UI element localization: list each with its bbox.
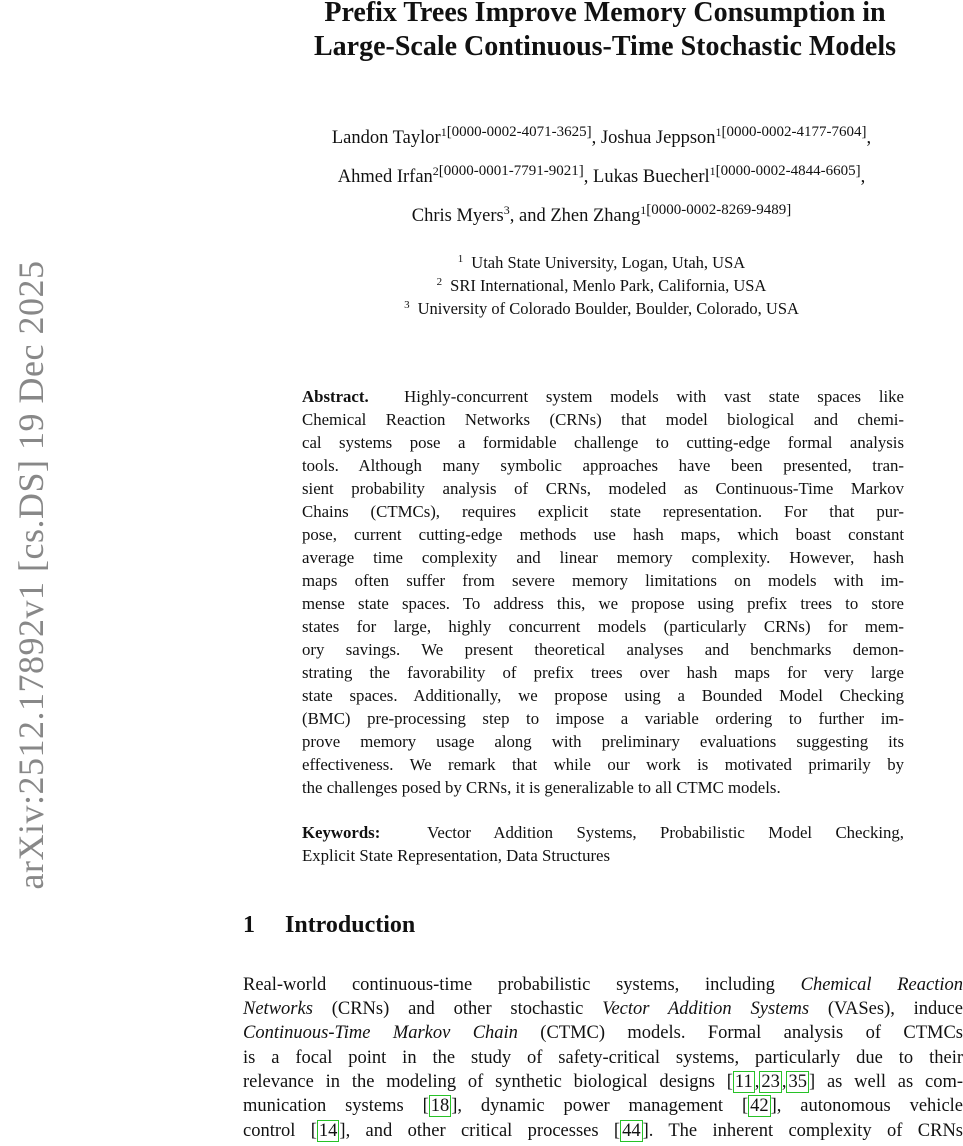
intro-line: control [ 14 ], and other critical processes [ 44 ]. The inherent complexity of CRNs bbox=[243, 1121, 963, 1141]
abstract-line: maps often suffer from severe memory limitations on models with im- bbox=[302, 571, 904, 590]
abstract-line: Chains (CTMCs), requires explicit state representation. For that pur- bbox=[302, 502, 904, 521]
abstract-line: Chemical Reaction Networks (CRNs) that model biological and chemi- bbox=[302, 410, 904, 429]
citation-link[interactable]: 42 bbox=[750, 1096, 769, 1116]
author-line-2: Ahmed Irfan$^{2[0000-0001-7791-9021]}$, Lukas Buecherl$^{1[0000-0002-4844-6605]}$, bbox=[337, 163, 866, 187]
abstract-line: tools. Although many symbolic approaches have been presented, tran- bbox=[302, 456, 904, 475]
abstract-line: prove memory usage along with preliminary evaluations suggesting its bbox=[302, 732, 904, 751]
citation-link[interactable]: 14 bbox=[318, 1121, 338, 1141]
abstract-line: strating the favorability of prefix trees over hash maps for very large bbox=[302, 663, 904, 682]
citation-link[interactable]: 18 bbox=[430, 1096, 450, 1116]
intro-line: is a focal point in the study of safety-critical systems, particularly due to their bbox=[243, 1048, 963, 1068]
citation-link[interactable]: 11 bbox=[734, 1072, 753, 1092]
affiliation-3: $^3$ University of Colorado Boulder, Boulder, Colorado, USA bbox=[404, 299, 799, 318]
abstract-label: Abstract. bbox=[302, 387, 369, 406]
affiliation-1: $^1$ Utah State University, Logan, Utah, USA bbox=[457, 253, 746, 272]
author-line-1: Landon Taylor$^{1[0000-0002-4071-3625]}$, Joshua Jeppson$^{1[0000-0002-4177-7604]}$, bbox=[331, 124, 872, 148]
intro-line: relevance in the modeling of synthetic biological designs [ 11 , 23 , 35 ] as well as com- bbox=[243, 1072, 963, 1092]
abstract-line: cal systems pose a formidable challenge to cutting-edge formal analysis bbox=[302, 433, 904, 452]
abstract-line: effectiveness. We remark that while our work is motivated primarily by bbox=[302, 755, 904, 774]
abstract-line: sient probability analysis of CRNs, modeled as Continuous-Time Markov bbox=[302, 479, 904, 498]
keywords-line-2: Explicit State Representation, Data Structures bbox=[302, 846, 611, 865]
section-number: 1 bbox=[243, 912, 255, 938]
intro-line: Networks (CRNs) and other stochastic Vector Addition Systems (VASes), induce bbox=[243, 999, 963, 1019]
abstract-line: pose, current cutting-edge methods use hash maps, which boast constant bbox=[302, 525, 904, 544]
citation-link[interactable]: 44 bbox=[622, 1121, 641, 1141]
abstract-line: mense state spaces. To address this, we propose using prefix trees to store bbox=[302, 594, 904, 613]
paper-title-line-1: Prefix Trees Improve Memory Consumption in bbox=[324, 0, 886, 28]
paper-title-line-2: Large-Scale Continuous-Time Stochastic Models bbox=[313, 31, 897, 62]
intro-line: Continuous-Time Markov Chain (CTMC) models. Formal analysis of CTMCs bbox=[243, 1023, 963, 1043]
citation-link[interactable]: 35 bbox=[788, 1072, 807, 1092]
abstract-line: state spaces. Additionally, we propose using a Bounded Model Checking bbox=[302, 686, 904, 705]
intro-line: munication systems [ 18 ], dynamic power management [ 42 ], autonomous vehicle bbox=[243, 1096, 963, 1116]
abstract-line: Abstract. Highly-concurrent system models with vast state spaces like bbox=[302, 387, 904, 406]
section-heading bbox=[243, 912, 415, 939]
keywords-line-1: Keywords: Vector Addition Systems, Probabilistic Model Checking, bbox=[302, 823, 904, 842]
section-title: Introduction bbox=[285, 912, 416, 938]
keywords-label: Keywords: bbox=[302, 823, 381, 842]
author-line-3: Chris Myers$^3$, and Zhen Zhang$^{1[0000-0002-8269-9489]}$ bbox=[411, 202, 792, 226]
arxiv-id-text: arXiv:2512.17892v1 [cs.DS] 19 Dec 2025 bbox=[11, 260, 51, 890]
abstract-line: (BMC) pre-processing step to impose a variable ordering to further im- bbox=[302, 709, 904, 728]
affiliation-2: $^2$ SRI International, Menlo Park, California, USA bbox=[436, 276, 767, 295]
arxiv-sidebar-stamp bbox=[10, 260, 51, 890]
abstract-line: average time complexity and linear memory complexity. However, hash bbox=[302, 548, 904, 567]
intro-line: Real-world continuous-time probabilistic systems, including Chemical Reaction bbox=[243, 975, 963, 995]
abstract-line: ory savings. We present theoretical analyses and benchmarks demon- bbox=[302, 640, 904, 659]
abstract-line: the challenges posed by CRNs, it is generalizable to all CTMC models. bbox=[302, 778, 781, 797]
citation-link[interactable]: 23 bbox=[761, 1072, 780, 1092]
abstract-line: states for large, highly concurrent models (particularly CRNs) for mem- bbox=[302, 617, 904, 636]
